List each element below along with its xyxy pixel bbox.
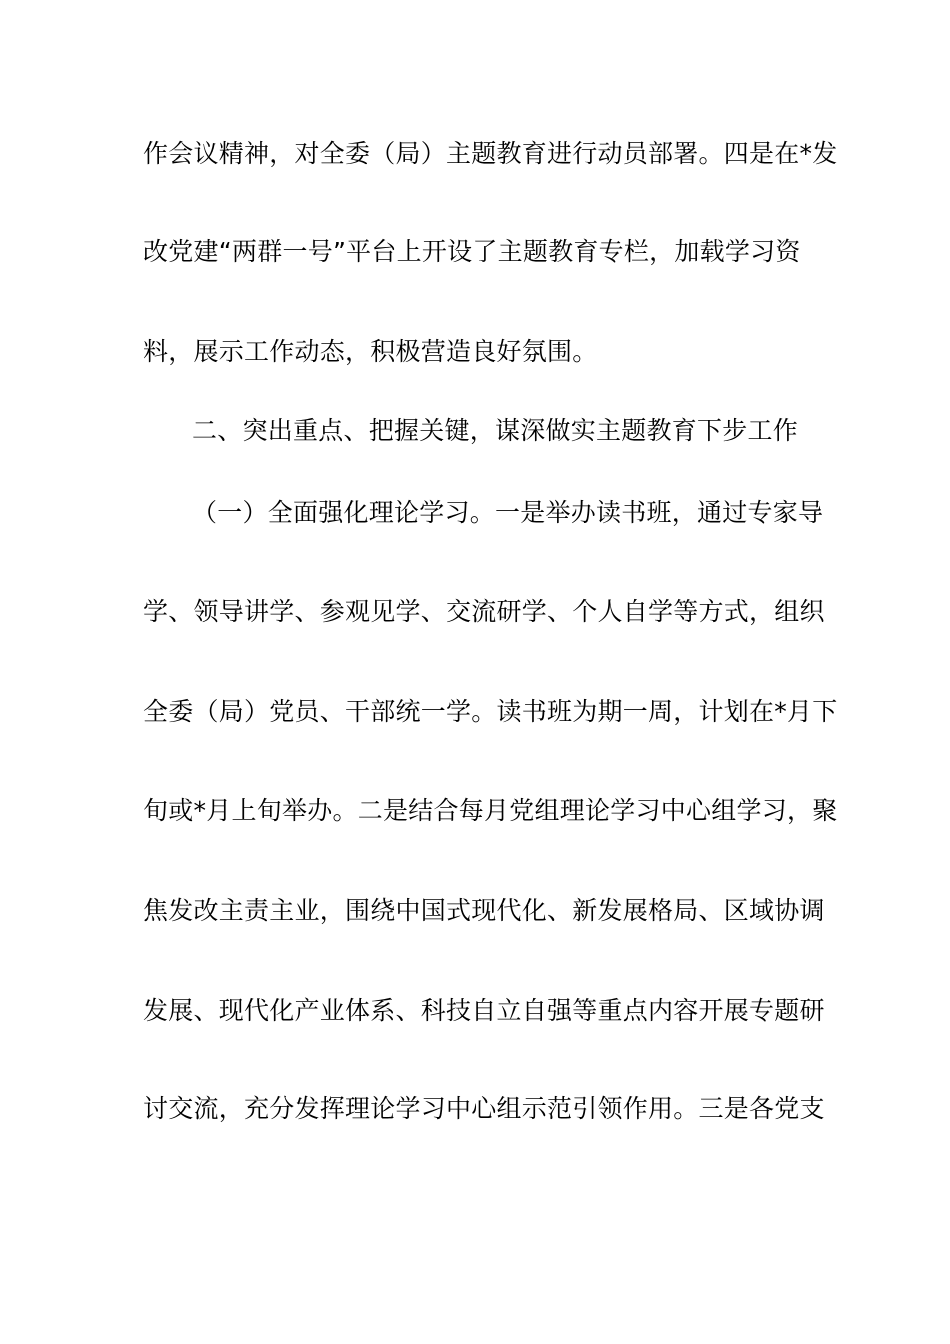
paragraph-line-6: 旬或*月上旬举办。二是结合每月党组理论学习中心组学习，聚: [143, 796, 838, 825]
section-heading: 二、突出重点、把握关键，谋深做实主题教育下步工作: [192, 416, 799, 445]
paragraph-line-7: 焦发改主责主业，围绕中国式现代化、新发展格局、区域协调: [143, 896, 825, 925]
paragraph-line-1: 作会议精神，对全委（局）主题教育进行动员部署。四是在*发: [143, 139, 838, 168]
paragraph-line-3: 料，展示工作动态，积极营造良好氛围。: [143, 337, 598, 366]
paragraph-line-4: 学、领导讲学、参观见学、交流研学、个人自学等方式，组织: [143, 597, 825, 626]
paragraph-line-2: 改党建“两群一号”平台上开设了主题教育专栏，加载学习资: [143, 237, 801, 266]
paragraph-line-8: 发展、现代化产业体系、科技自立自强等重点内容开展专题研: [143, 996, 825, 1025]
paragraph-line-5: 全委（局）党员、干部统一学。读书班为期一周，计划在*月下: [143, 697, 838, 726]
paragraph-line-9: 讨交流，充分发挥理论学习中心组示范引领作用。三是各党支: [143, 1094, 825, 1123]
subsection-line-1: （一）全面强化理论学习。一是举办读书班，通过专家导: [192, 498, 824, 527]
